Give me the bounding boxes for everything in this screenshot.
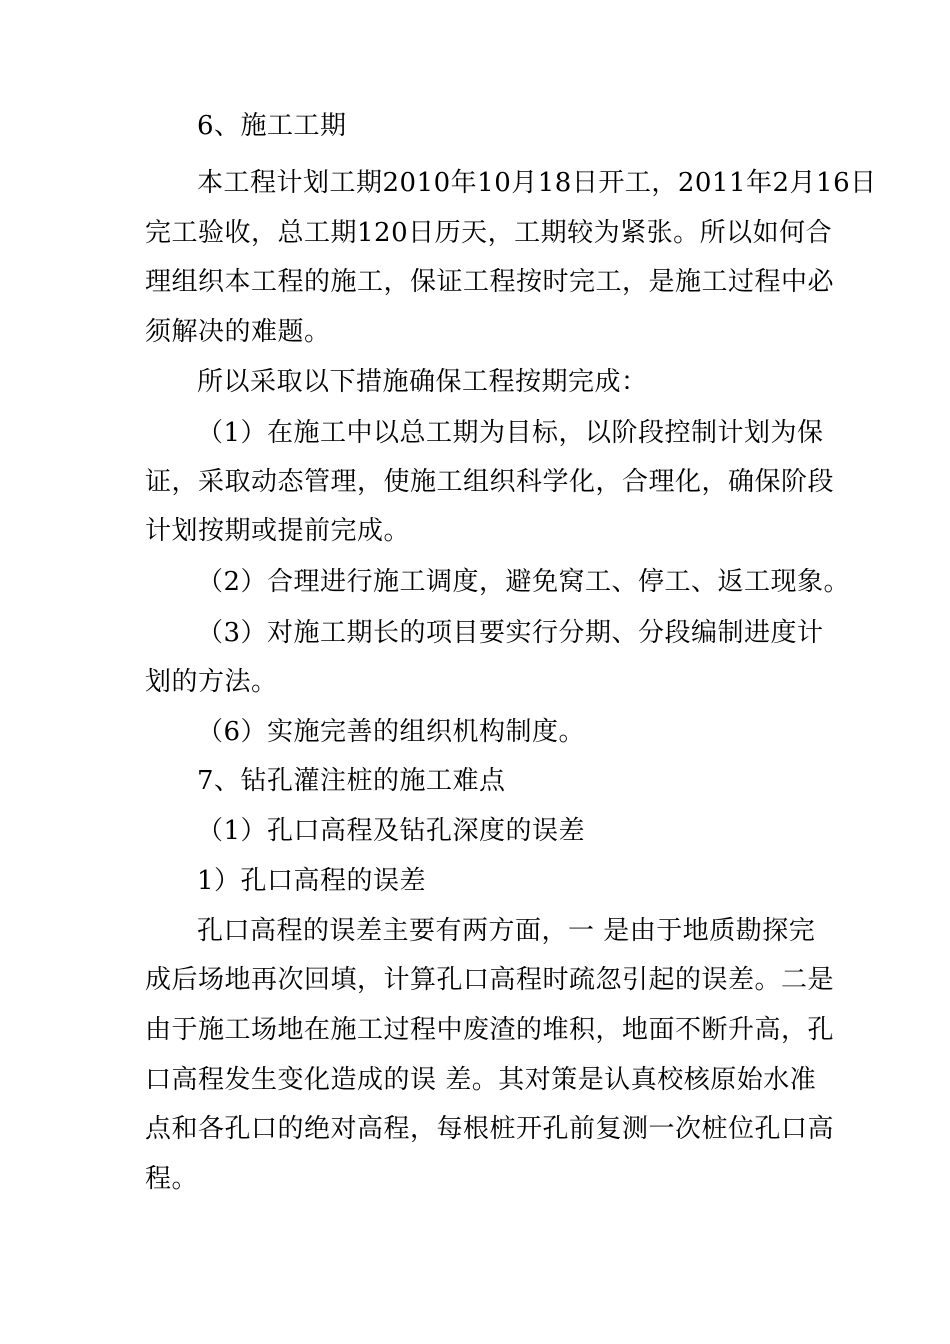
schedule-paragraph-line-3: 理组织本工程的施工，保证工程按时完工，是施工过程中必 xyxy=(145,267,835,297)
measure-3-line-2: 划的方法。 xyxy=(145,667,278,697)
error-paragraph-line-2: 成后场地再次回填，计算孔口高程时疏忽引起的误差。二是 xyxy=(145,965,835,995)
error-paragraph-line-1: 孔口高程的误差主要有两方面，一 是由于地质勘探完 xyxy=(197,916,816,946)
measure-1-line-3: 计划按期或提前完成。 xyxy=(145,516,411,546)
schedule-paragraph-line-4: 须解决的难题。 xyxy=(145,317,331,347)
measure-1-line-1: （1）在施工中以总工期为目标，以阶段控制计划为保 xyxy=(197,418,824,448)
error-paragraph-line-4: 口高程发生变化造成的误 差。其对策是认真校核原始水准 xyxy=(145,1065,817,1095)
subsection-1-1-heading: 1）孔口高程的误差 xyxy=(197,866,427,896)
section-heading-7: 7、钻孔灌注桩的施工难点 xyxy=(197,766,506,796)
subsection-1-heading: （1）孔口高程及钻孔深度的误差 xyxy=(197,816,586,846)
error-paragraph-line-3: 由于施工场地在施工过程中废渣的堆积，地面不断升高，孔 xyxy=(145,1015,835,1045)
error-paragraph-line-6: 程。 xyxy=(145,1164,199,1194)
measure-1-line-2: 证，采取动态管理，使施工组织科学化，合理化，确保阶段 xyxy=(145,467,835,497)
error-paragraph-line-5: 点和各孔口的绝对高程，每根桩开孔前复测一次桩位孔口高 xyxy=(145,1114,835,1144)
measure-6: （6）实施完善的组织机构制度。 xyxy=(197,717,586,747)
measure-3-line-1: （3）对施工期长的项目要实行分期、分段编制进度计 xyxy=(197,618,824,648)
section-heading-6: 6、施工工期 xyxy=(197,111,347,141)
schedule-paragraph-line-1: 本工程计划工期2010年10月18日开工，2011年2月16日 xyxy=(197,168,877,198)
measure-2: （2）合理进行施工调度，避免窝工、停工、返工现象。 xyxy=(197,567,851,597)
schedule-paragraph-line-2: 完工验收，总工期120日历天，工期较为紧张。所以如何合 xyxy=(145,218,833,248)
measures-intro: 所以采取以下措施确保工程按期完成： xyxy=(197,367,648,397)
